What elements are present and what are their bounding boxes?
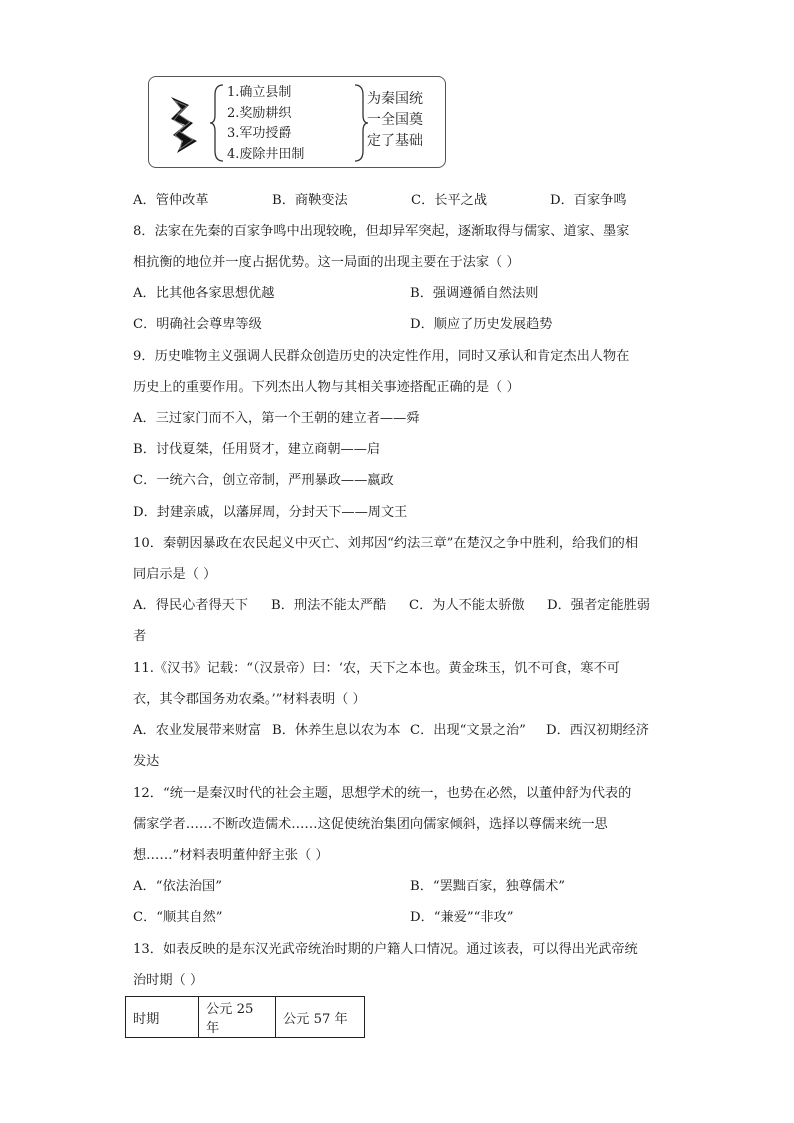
q7-option-d[interactable]: D．百家争鸣 [550,193,627,208]
q8-option-d[interactable]: D．顺应了历史发展趋势 [410,317,553,332]
q9-option-d[interactable]: D．封建亲戚，以藩屏周，分封天下——周文王 [133,505,408,520]
reform-item: 4.废除井田制 [227,146,305,162]
table-row [126,997,365,1038]
q12-stem-line: 儒家学者……不断改造儒术……这促使统治集团向儒家倾斜，选择以尊儒来统一思 [133,817,608,832]
q10-option-b[interactable]: B．刑法不能太严酷 [271,598,387,613]
q8-option-b[interactable]: B．强调遵循自然法则 [410,286,539,301]
lightning-bolt-icon [167,95,203,155]
shang-yang-reform-diagram [148,76,446,168]
q11-option-c[interactable]: C．出现“文景之治” [410,723,526,738]
q10-option-a[interactable]: A．得民心者得天下 [133,598,249,613]
q8-option-a[interactable]: A．比其他各家思想优越 [133,286,275,301]
q12-stem-line: 12．“统一是秦汉时代的社会主题，思想学术的统一，也势在必然，以董仲舒为代表的 [133,786,632,801]
reform-result [367,89,423,152]
q10-stem-line: 10．秦朝因暴政在农民起义中灭亡、刘邦因“约法三章”在楚汉之争中胜利，给我们的相 [133,536,639,551]
left-brace-icon [209,83,225,163]
q11-option-b[interactable]: B．休养生息以农为本 [272,723,401,738]
q8-stem-line: 8．法家在先秦的百家争鸣中出现较晚，但却异军突起，逐渐取得与儒家、道家、墨家 [133,224,630,239]
reform-item: 3.军功授爵 [227,126,292,141]
q8-option-c[interactable]: C．明确社会尊卑等级 [133,317,262,332]
q12-option-d[interactable]: D．“兼爱”“非攻” [410,910,514,925]
table-header-cell: 时期 [126,997,199,1038]
reform-item: 2.奖励耕织 [227,105,292,121]
q11-option-a[interactable]: A．农业发展带来财富 [133,723,262,738]
q7-option-c[interactable]: C．长平之战 [411,193,488,208]
result-line: 为秦国统 [367,91,423,107]
table-header-cell: 公元 57 年 [276,997,365,1038]
q11-option-d-wrap: 发达 [133,754,160,769]
q9-stem-line: 历史上的重要作用。下列杰出人物与其相关事迹搭配正确的是（ ） [133,380,520,395]
q11-stem-line: 11.《汉书》记载：“（汉景帝）曰：‘农，天下之本也。黄金珠玉，饥不可食，寒不可 [133,661,620,676]
reform-items [227,83,304,165]
q7-option-b[interactable]: B．商鞅变法 [272,193,348,208]
q13-stem-line: 13．如表反映的是东汉光武帝统治时期的户籍人口情况。通过该表，可以得出光武帝统 [133,942,638,957]
q10-stem-line: 同启示是（ ） [133,567,217,582]
q12-option-a[interactable]: A．“依法治国” [133,879,222,894]
q10-option-d-wrap: 者 [133,629,147,644]
q9-option-b[interactable]: B．讨伐夏桀，任用贤才，建立商朝——启 [133,442,381,457]
result-line: 一全国奠 [367,112,423,128]
q9-option-c[interactable]: C．一统六合，创立帝制，严刑暴政——嬴政 [133,473,394,488]
q12-option-c[interactable]: C．“顺其自然” [133,910,223,925]
q9-option-a[interactable]: A．三过家门而不入，第一个王朝的建立者——舜 [133,411,420,426]
q10-option-c[interactable]: C．为人不能太骄傲 [409,598,525,613]
q7-option-a[interactable]: A．管仲改革 [133,193,209,208]
q9-stem-line: 9．历史唯物主义强调人民群众创造历史的决定性作用，同时又承认和肯定杰出人物在 [133,349,630,364]
result-line: 定了基础 [367,133,423,149]
q12-option-b[interactable]: B．“罢黜百家，独尊儒术” [410,879,566,894]
table-header-cell: 公元 25 年 [199,997,276,1038]
q13-stem-line: 治时期（ ） [133,973,204,988]
q12-stem-line: 想……”材料表明董仲舒主张（ ） [133,848,329,863]
q11-stem-line: 衣，其令郡国务劝农桑。’”材料表明（ ） [133,692,366,707]
q10-option-d[interactable]: D．强者定能胜弱 [547,598,650,613]
population-table [125,996,365,1038]
reform-item: 1.确立县制 [227,85,292,100]
q8-stem-line: 相抗衡的地位并一度占据优势。这一局面的出现主要在于法家（ ） [133,255,520,270]
q11-option-d[interactable]: D．西汉初期经济 [546,723,649,738]
